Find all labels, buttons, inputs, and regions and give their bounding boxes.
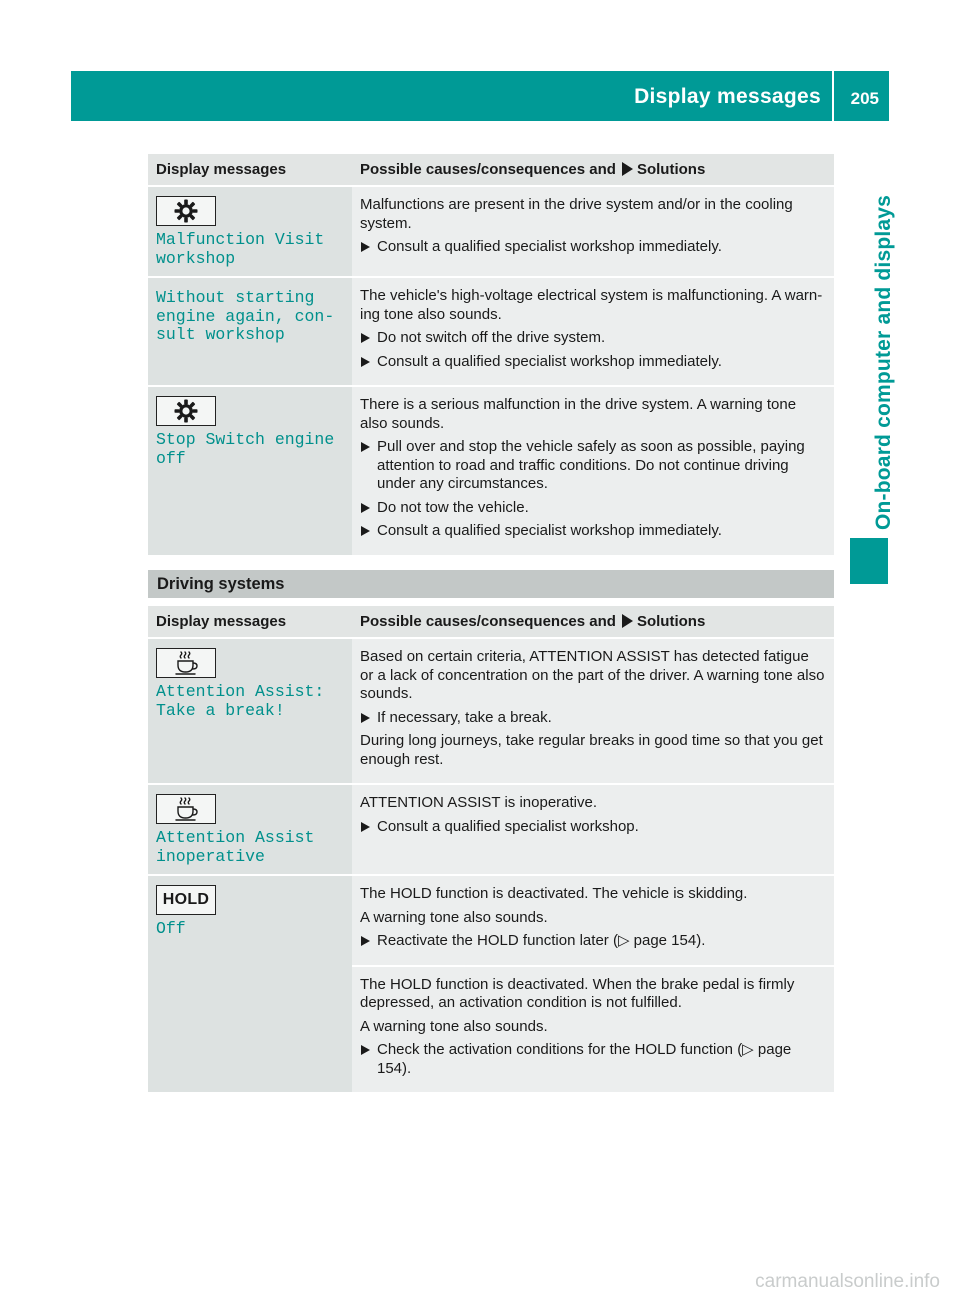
note-text: During long journeys, take regular breaks in good time so that you get enough rest. xyxy=(360,732,823,768)
cause-text: The HOLD function is deactivated. The vehicle is skidding. xyxy=(360,885,748,902)
action-item: Pull over and stop the vehicle safely as soon as possible, paying attention to road and traffic conditions. Do not continue driving under any circumstances. xyxy=(360,438,826,494)
solution-arrow-icon xyxy=(622,162,633,176)
message-cell xyxy=(148,386,352,556)
display-messages-table-2 xyxy=(148,606,834,1092)
table-row xyxy=(148,186,834,277)
message-cell xyxy=(148,638,352,784)
section-header-bar xyxy=(148,570,834,598)
cause-text: The HOLD function is deactivated. When the brake pedal is firmly depressed, an activation condition is not fulfilled. xyxy=(360,975,795,1011)
table-row xyxy=(148,386,834,556)
solution-cell xyxy=(352,186,834,277)
column-header-causes-text: Possible causes/consequences and xyxy=(360,613,616,630)
table-row xyxy=(148,875,834,966)
column-header-solutions-text: Solutions xyxy=(636,161,706,178)
header-divider xyxy=(832,71,834,121)
action-item: If necessary, take a break. xyxy=(360,709,826,728)
page-title: Display messages xyxy=(634,85,821,108)
solution-arrow-icon xyxy=(622,614,633,628)
cause-text: Based on certain criteria, ATTENTION ASSIST has detected fatigue or a lack of concentration on the part of the driver. A warning tone also sounds. xyxy=(360,648,825,702)
display-message-text: Stop Switch engine off xyxy=(156,430,335,468)
action-item: Consult a qualified specialist workshop. xyxy=(360,818,826,837)
cause-text: ATTENTION ASSIST is inoperative. xyxy=(360,794,598,811)
action-item: Consult a qualified specialist workshop immediately. xyxy=(360,238,826,257)
message-cell xyxy=(148,875,352,1092)
gear-warning-icon xyxy=(156,396,216,426)
display-message-text: Without starting engine again, con‐ sult workshop xyxy=(156,288,335,344)
display-messages-table-1 xyxy=(148,154,834,557)
coffee-cup-icon xyxy=(156,794,216,824)
action-item: Consult a qualified specialist workshop immediately. xyxy=(360,522,826,541)
table-row xyxy=(148,784,834,875)
action-item: Consult a qualified specialist workshop immediately. xyxy=(360,353,826,372)
column-header-solutions-text: Solutions xyxy=(636,613,706,630)
table-row xyxy=(148,277,834,386)
hold-indicator-icon: HOLD xyxy=(156,885,216,915)
message-cell xyxy=(148,186,352,277)
table-header-row xyxy=(148,606,834,638)
column-header-display-messages: Display messages xyxy=(148,154,352,186)
table-header-row xyxy=(148,154,834,186)
column-header-display-messages: Display messages xyxy=(148,606,352,638)
display-message-text: Off xyxy=(156,919,186,938)
display-message-text: Malfunction Visit workshop xyxy=(156,230,325,268)
action-item: Do not tow the vehicle. xyxy=(360,499,826,518)
cause-text: There is a serious malfunction in the drive system. A warning tone also sounds. xyxy=(360,396,797,432)
column-header-causes xyxy=(352,154,834,186)
cause-text-secondary: A warning tone also sounds. xyxy=(360,908,548,926)
table-row xyxy=(148,638,834,784)
message-cell xyxy=(148,784,352,875)
cause-text-secondary: A warning tone also sounds. xyxy=(360,1017,548,1035)
display-message-text: Attention Assist inoperative xyxy=(156,828,315,866)
solution-cell xyxy=(352,638,834,784)
gear-warning-icon xyxy=(156,196,216,226)
page-header xyxy=(71,71,889,121)
action-item: Reactivate the HOLD function later (▷ page 154). xyxy=(360,932,826,951)
solution-cell xyxy=(352,784,834,875)
solution-cell xyxy=(352,386,834,556)
display-message-text: Attention Assist: Take a break! xyxy=(156,682,325,720)
side-chapter-label xyxy=(846,170,895,530)
action-item: Check the activation conditions for the HOLD function (▷ page 154). xyxy=(360,1041,826,1078)
cause-text: Malfunctions are present in the drive system and/or in the cooling system. xyxy=(360,196,793,232)
column-header-causes-text: Possible causes/consequences and xyxy=(360,161,616,178)
message-cell xyxy=(148,277,352,386)
solution-cell xyxy=(352,966,834,1093)
side-tab-marker xyxy=(850,538,888,584)
watermark: carmanualsonline.info xyxy=(755,1271,940,1292)
action-item: Do not switch off the drive system. xyxy=(360,329,826,348)
section-title: Driving systems xyxy=(157,575,285,593)
side-chapter-text: On-board computer and displays xyxy=(872,194,895,530)
cause-text: The vehicle's high-voltage electrical system is malfunctioning. A warn-ing tone also sounds. xyxy=(360,287,823,323)
page-number: 205 xyxy=(850,89,879,108)
coffee-cup-icon xyxy=(156,648,216,678)
solution-cell xyxy=(352,875,834,966)
solution-cell xyxy=(352,277,834,386)
column-header-causes xyxy=(352,606,834,638)
